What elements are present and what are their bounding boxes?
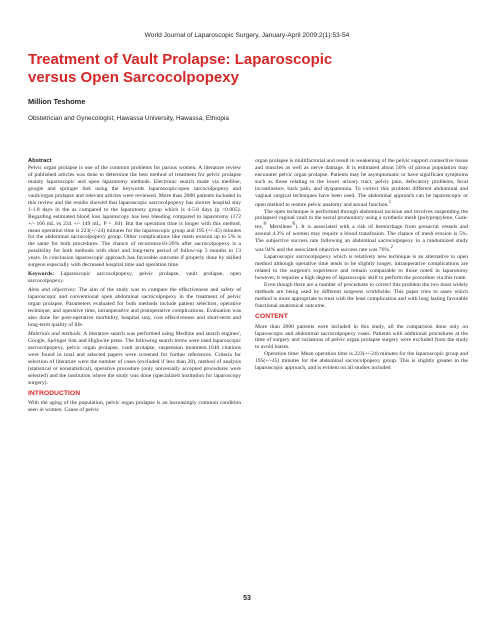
- journal-header: World Journal of Laparoscopic Surgery, January-April 2009:2(1):53-54: [144, 32, 350, 39]
- materials-text: A literature search was performed using Medline and search engines', Google, Springer link and Highwire press. The following search terms were used laparoscopic sacrocolpopexy, pelvic organ prolapse, vault prolapse, suspension treatment.1640 citations were found in total and selected papers were screened for further references. Criteria for selection of literature were the number of cases (excluded if less than 20), method of analysis (statistical or nonstatistical), operative procedure (only universally accepted procedures were selected) and the institution where the study was done (specialized institution for laparoscopy surgery).: [28, 330, 241, 386]
- p2-text-c: ). It is associated with a risk of hemorrhage from presacral vessels and around 4.3% of women may require a blood transfusion. The chance of mesh erosion is 5%. The subjective success rate following an abdominal sacrocolpopexy in a randomized study was 94% and the associated objective success rate was 76%.: [255, 224, 468, 254]
- content-heading: CONTENT: [255, 312, 288, 320]
- keywords-label: Keywords:: [28, 271, 55, 278]
- author-name: Million Teshome: [28, 97, 86, 106]
- aims-label: Aims and objectives:: [28, 287, 77, 294]
- right-paragraph-6: Operation time: Mean operation time is 223(+/-24) minutes for the laparoscopic group and 195(+/-45) minutes for the abdominal sacrocolpopexy group. This is slightly greater in the laparoscopic approach, and is evident on all studies included: [255, 351, 468, 372]
- abstract-heading: Abstract: [28, 158, 52, 164]
- page-number: 53: [243, 595, 251, 602]
- p2-reference: 2: [390, 245, 393, 251]
- aims-paragraph: [28, 287, 241, 329]
- materials-paragraph: [28, 331, 241, 387]
- right-column: [255, 158, 468, 372]
- abstract-paragraph: Pelvic organ prolapse is one of the common problems for parous women. A literature review of published articles was done to determine the best method of treatment for pelvic prolapse mainly laparoscopic and open laparotomy methods. Electronic search made via medline, google and springer link using the keywords laparoscopic/open sarcocolpopexy and vault/organ prolapse and relevant articles were reviewed. More than 2000 patients included in this review and the results showed that laparoscopic sacrocolpopexy has shorter hospital stay 1-1.8 days in the as compared to the laparotomy group which is 4-5.8 days (p <0.005). Regarding estimated blood loss laparoscopy has less bleeding compared to laparotomy (172 +/- 166 mL vs 234 +/- 149 mL; P = .04). But the operation time is longer with this method, mean operation time is 223(+/-24) minutes for the laparoscopic group and 195 (+/-45) minutes for the abdominal sacrocolpopexy group. Other complications like mesh erosion up to 5% is the same for both procedures. The chance of recurrence10-20% after sacrocolpopexy is a possibility for both methods with short and long-term period of follow-up 3 months to 13 years. In conclusion laparoscopic approach has favorable outcome if properly done by skilled surgeon especially with decreased hospital time and operation time.: [28, 164, 241, 269]
- registered-mark-2: ®: [291, 222, 296, 228]
- author-affiliation: Obstetrician and Gynecologist, Hawassa University, Hawassa, Ethiopia: [28, 115, 229, 122]
- p2-text-b: Mersilene: [266, 224, 292, 231]
- introduction-heading: INTRODUCTION: [28, 389, 81, 397]
- materials-label: Materials and methods:: [28, 330, 82, 337]
- p1-reference: 1: [388, 199, 392, 205]
- right-paragraph-5: More than 2000 patients were included in this study, all the comparison done only on laparoscopic and abdominal sacrocolpopexy cases. Patients with additional procedures at the time of surgery and variations of pelvic organ prolapse surgery were excluded from the study to avoid biases.: [255, 323, 468, 351]
- article-title: [28, 51, 468, 87]
- right-paragraph-1: [255, 158, 468, 209]
- right-paragraph-3: Laparoscopic sacrocolpopexy which is relatively new technique is an alternative to open method although operative time tends to be slightly longer, intraoperative complications are related to the surgeon's experience and remain comparable to those noted in laparotomy however, it requires a high degree of laparoscopic skill to perform the procedure via this route.: [255, 253, 468, 281]
- p1-text: organ prolapse is multifactorial and result in weakening of the pelvic support connective tissue and muscles as well as nerve damage. It is estimated about 50% of parous population may encounter pelvic organ prolapse. Patients may be asymptomatic or have significant symptoms such as those relating to the lower urinary tract, pelvic pain, defecatory problems, fecal incontinence, back pain, and dyspareunia. To correct this problem different abdominal and vaginal surgical techniques have been used. The abdominal approach can be laparoscopic or open method to restore pelvic anatomy and sexual function.: [255, 158, 468, 208]
- introduction-paragraph: With the aging of the population, pelvic organ prolapse is an increasingly common condition seen in women. Cause of pelvic: [28, 400, 241, 414]
- left-column: [28, 158, 241, 414]
- p2-text-a: The open technique is performed through abdominal incision and involves suspending the prolapsed vaginal vault to the sacral promontory using a synthetic mesh (polypropylene, Gore-tex,: [255, 208, 468, 231]
- right-paragraph-4: Even though there are a number of procedures to correct this problem the two most widely methods are being used by different surgeons worldwide. This paper tries to asses which method is more appropriate to treat with the least complication and with long lasting favorable functional anatomical outcome.: [255, 281, 468, 309]
- registered-mark-1: ®: [263, 222, 267, 228]
- title-line-1: Treatment of Vault Prolapse: Laparoscopic: [28, 51, 333, 68]
- title-line-2: versus Open Sarcocolpopexy: [28, 69, 239, 86]
- keywords-text: Laparoscopic sarcocolpopexy, pelvic prolapse, vault prolapse, open sarcocolpopexy.: [28, 271, 241, 285]
- aims-text: The aim of the study was to compare the effectiveness and safety of laparoscopic and conventional open abdominal sacrocolpopexy in the treatment of pelvic organ prolapse. Parameters evaluated for both methods include patient selection, operative technique, and operative time, intraoperative and postoperative complications. Evaluation was also done for post-operative morbidity, hospital stay, cost effectiveness and short-term and long-term quality of life.: [28, 287, 241, 328]
- right-paragraph-2: [255, 209, 468, 254]
- keywords-paragraph: [28, 271, 241, 285]
